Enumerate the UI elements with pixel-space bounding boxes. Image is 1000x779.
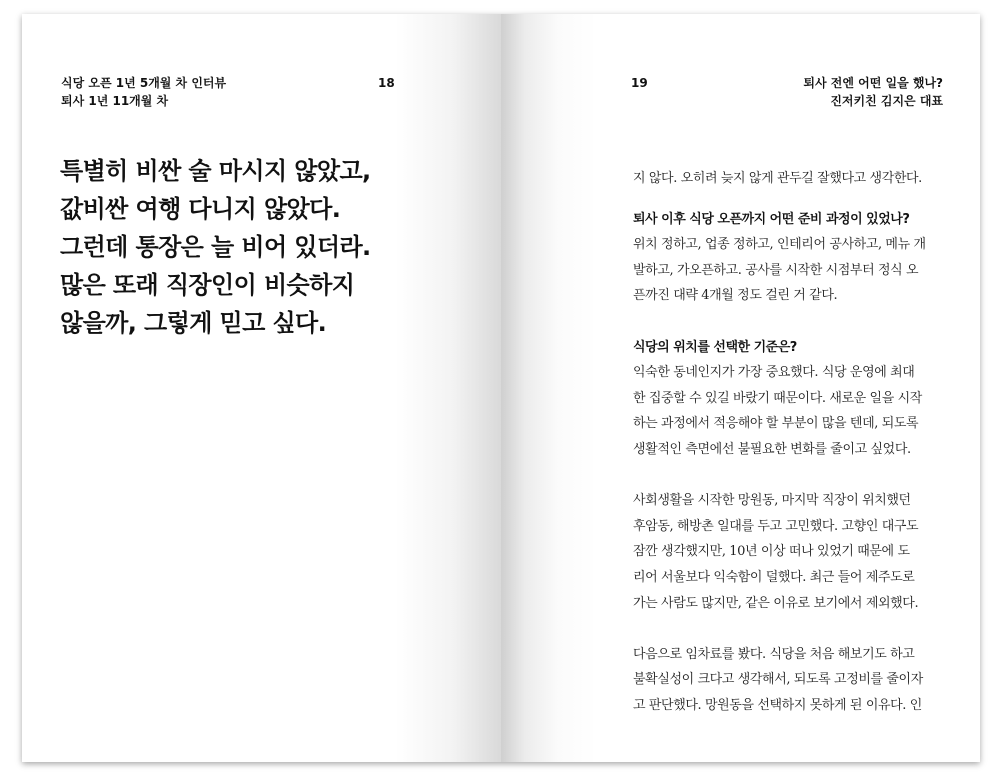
paragraph-line: 후암동, 해방촌 일대를 두고 고민했다. 고향인 대구도 — [633, 518, 919, 534]
answer-line: 생활적인 측면에선 불필요한 변화를 줄이고 싶었다. — [633, 441, 911, 457]
paragraph-line: 고 판단했다. 망원동을 선택하지 못하게 된 이유다. 인 — [633, 697, 922, 713]
answer-line: 익숙한 동네인지가 가장 중요했다. 식당 운영에 최대 — [633, 365, 915, 381]
pull-quote-line: 않을까, 그렇게 믿고 싶다. — [60, 309, 327, 337]
answer-line: 한 집중할 수 있길 바랐기 때문이다. 새로운 일을 시작 — [633, 390, 922, 406]
right-running-head — [803, 74, 943, 110]
body-text — [633, 166, 945, 718]
right-page — [501, 14, 980, 762]
pull-quote-line: 많은 또래 직장인이 비슷하지 — [60, 271, 355, 299]
paragraph-line: 가는 사람도 많지만, 같은 이유로 보기에서 제외했다. — [633, 595, 919, 611]
pull-quote — [60, 152, 460, 342]
answer-line: 발하고, 가오픈하고. 공사를 시작한 시점부터 정식 오 — [633, 262, 919, 278]
paragraph-line: 다음으로 임차료를 봤다. 식당을 처음 해보기도 하고 — [633, 646, 915, 662]
pull-quote-line: 값비싼 여행 다니지 않았다. — [60, 195, 341, 223]
answer-line: 하는 과정에서 적응해야 할 부분이 많을 텐데, 되도록 — [633, 416, 919, 432]
pull-quote-line: 그런데 통장은 늘 비어 있더라. — [60, 233, 371, 261]
left-page — [22, 14, 501, 762]
paragraph-line: 잠깐 생각했지만, 10년 이상 떠나 있었기 때문에 도 — [633, 544, 910, 560]
page-number: 18 — [378, 76, 395, 90]
interview-question: 식당의 위치를 선택한 기준은? — [633, 339, 797, 355]
running-head-line: 퇴사 1년 11개월 차 — [61, 94, 169, 108]
pull-quote-line: 특별히 비싼 술 마시지 않았고, — [60, 157, 371, 185]
running-head-line: 식당 오픈 1년 5개월 차 인터뷰 — [61, 76, 227, 90]
running-head-line: 퇴사 전엔 어떤 일을 했나? — [803, 76, 943, 90]
paragraph-line: 사회생활을 시작한 망원동, 마지막 직장이 위치했던 — [633, 493, 911, 509]
left-running-head — [61, 74, 226, 110]
running-head-line: 진저키친 김지은 대표 — [830, 94, 943, 108]
page-number: 19 — [631, 76, 648, 90]
answer-line: 위치 정하고, 업종 정하고, 인테리어 공사하고, 메뉴 개 — [633, 237, 926, 253]
answer-line: 픈까진 대략 4개월 정도 걸린 거 같다. — [633, 288, 838, 304]
paragraph-line: 불확실성이 크다고 생각해서, 되도록 고정비를 줄이자 — [633, 672, 923, 688]
interview-question: 퇴사 이후 식당 오픈까지 어떤 준비 과정이 있었나? — [633, 211, 910, 227]
continuation-line: 지 않다. 오히려 늦지 않게 관두길 잘했다고 생각한다. — [633, 171, 922, 186]
open-book — [22, 14, 980, 762]
paragraph-line: 리어 서울보다 익숙함이 덜했다. 최근 들어 제주도로 — [633, 569, 915, 585]
